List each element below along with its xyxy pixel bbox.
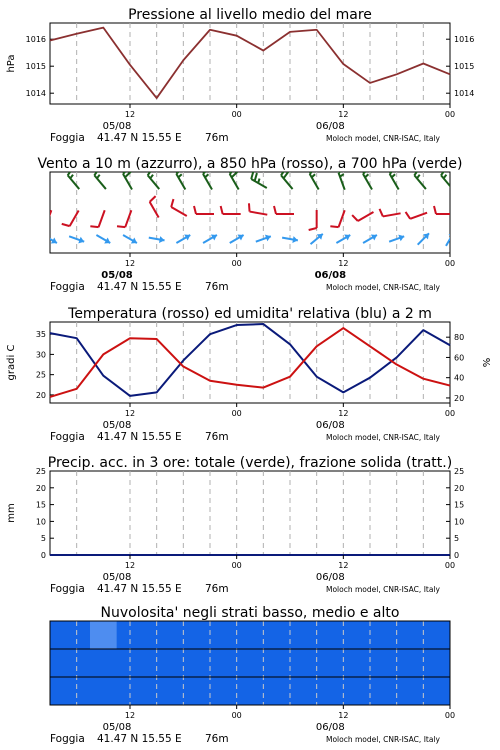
barb-feather [330, 226, 338, 227]
barb-shaft [94, 175, 106, 189]
barb-feather [194, 206, 196, 214]
date-label: 05/08 [102, 722, 132, 733]
barb-feather [221, 206, 223, 214]
barb-shaft [250, 212, 268, 215]
date-label: 06/08 [315, 722, 345, 733]
barb-feather [444, 175, 447, 179]
x-tick-label: 00 [444, 409, 456, 418]
location-elevation: 76m [205, 431, 229, 443]
barb-feather [258, 179, 259, 183]
barb-shaft [441, 175, 453, 189]
wind-barb-850hpa [171, 199, 187, 216]
panel-temperature-humidity [6, 306, 493, 443]
model-credit: Moloch model, CNR-ISAC, Italy [326, 585, 440, 594]
date-label: 06/08 [314, 270, 347, 281]
y-tick-label: 20 [35, 390, 46, 400]
cloud-cell-thin [90, 621, 117, 649]
location-coordinates: 41.47 N 15.55 E [97, 431, 182, 443]
y-tick-label: 15 [454, 500, 465, 510]
barb-feather [274, 206, 276, 214]
y-tick-label: 10 [454, 517, 465, 527]
y-tick-label: 0 [454, 551, 460, 560]
date-label: 05/08 [102, 420, 132, 431]
model-credit: Moloch model, CNR-ISAC, Italy [326, 735, 440, 744]
x-tick-label: 00 [231, 259, 242, 268]
location-coordinates: 41.47 N 15.55 E [97, 583, 182, 595]
wind-barb-850hpa [380, 209, 401, 217]
pressure-line [50, 28, 450, 98]
y-tick-label: 20 [35, 483, 46, 493]
chart-title: Precip. acc. in 3 ore: totale (verde), frazione solida (tratt.) [47, 455, 453, 471]
y-axis-label: mm [6, 503, 17, 523]
date-label: 05/08 [101, 270, 133, 281]
y-tick-label: 1015 [25, 62, 46, 72]
barb-feather [434, 206, 436, 214]
barb-feather [352, 215, 358, 221]
x-tick-label: 12 [338, 259, 349, 268]
location-elevation: 76m [205, 733, 229, 745]
barb-feather [90, 226, 98, 227]
y-tick-label: 5 [454, 534, 460, 544]
barb-shaft [358, 212, 374, 221]
date-label: 06/08 [315, 572, 345, 583]
x-tick-label: 00 [444, 259, 456, 268]
barb-feather [150, 196, 156, 202]
model-credit: Moloch model, CNR-ISAC, Italy [326, 433, 440, 442]
x-tick-label: 12 [338, 409, 349, 418]
y-tick-label: 1014 [454, 89, 475, 99]
y-tick-label: 0 [40, 551, 46, 560]
barb-feather [365, 174, 368, 177]
location-elevation: 76m [205, 281, 229, 293]
location-name: Foggia [50, 583, 85, 595]
barb-feather [417, 175, 420, 179]
x-tick-label: 12 [338, 110, 349, 119]
barb-feather [70, 175, 73, 179]
y-tick-label: 25 [454, 467, 465, 476]
wind-barb-850hpa [150, 196, 159, 217]
x-tick-label: 12 [124, 409, 136, 418]
y-axis-label: hPa [6, 54, 17, 73]
barb-feather [150, 175, 153, 179]
y-tick-label: 1016 [454, 35, 475, 45]
date-label: 05/08 [102, 121, 132, 132]
barb-feather [171, 199, 173, 207]
wind-barbs-layer [37, 168, 455, 246]
barb-shaft [383, 213, 401, 216]
barb-feather [62, 224, 70, 226]
wind-barb-850hpa [194, 206, 214, 214]
barb-feather [97, 175, 100, 179]
y-tick-label: 30 [35, 350, 46, 360]
wind-barb-850hpa [62, 211, 79, 227]
wind-barb-850hpa [221, 206, 241, 214]
barb-feather [178, 174, 181, 177]
arrow-head [448, 232, 454, 238]
y-tick-label: 5 [40, 534, 46, 544]
panel-precipitation [6, 455, 464, 595]
y-tick-label: 35 [35, 330, 46, 340]
chart-title: Nuvolosita' negli strati basso, medio e alto [100, 605, 400, 621]
barb-shaft [99, 210, 105, 227]
barb-shaft [68, 175, 80, 189]
model-credit: Moloch model, CNR-ISAC, Italy [326, 283, 440, 292]
x-tick-label: 00 [231, 561, 242, 570]
x-tick-label: 00 [231, 409, 242, 418]
location-elevation: 76m [205, 583, 229, 595]
y-axis-label: % [482, 357, 493, 368]
location-coordinates: 41.47 N 15.55 E [97, 132, 182, 144]
barb-feather [249, 203, 250, 211]
wind-barb-850hpa [406, 212, 428, 219]
wind-barb-850hpa [37, 210, 51, 227]
x-tick-label: 12 [124, 561, 136, 570]
date-label: 06/08 [315, 420, 345, 431]
x-tick-label: 00 [444, 561, 456, 570]
wind-barb-850hpa [434, 206, 454, 214]
date-label: 05/08 [102, 572, 132, 583]
x-tick-label: 12 [124, 110, 136, 119]
y-tick-label: 15 [35, 500, 46, 510]
x-tick-label: 12 [338, 711, 349, 720]
wind-barb-700hpa [251, 171, 267, 188]
y-tick-label: 60 [454, 353, 465, 363]
plot-frame [50, 23, 450, 104]
location-name: Foggia [50, 733, 85, 745]
location-name: Foggia [50, 431, 85, 443]
location-coordinates: 41.47 N 15.55 E [97, 281, 182, 293]
y-tick-label: 25 [35, 370, 46, 380]
wind-barb-850hpa [117, 210, 131, 227]
y-tick-label: 10 [35, 517, 46, 527]
barb-feather [205, 174, 208, 177]
y-tick-label: 20 [454, 483, 465, 493]
x-tick-label: 12 [124, 711, 136, 720]
wind-barb-850hpa [309, 210, 317, 230]
barb-feather [37, 226, 45, 227]
wind-arrow-10m [96, 235, 110, 244]
x-tick-label: 00 [444, 110, 456, 119]
barb-feather [392, 174, 395, 177]
barb-feather [312, 174, 315, 177]
location-name: Foggia [50, 132, 85, 144]
barb-shaft [414, 175, 426, 189]
barb-feather [309, 228, 317, 230]
location-coordinates: 41.47 N 15.55 E [97, 733, 182, 745]
barb-shaft [150, 202, 159, 218]
chart-title: Vento a 10 m (azzurro), a 850 hPa (rosso), a 700 hPa (verde) [37, 156, 463, 172]
panel-cloud-cover [50, 605, 455, 745]
barb-shaft [281, 175, 293, 189]
x-tick-label: 00 [444, 711, 456, 720]
plot-frame [50, 471, 450, 555]
barb-shaft [70, 211, 79, 227]
y-tick-label: 20 [454, 393, 465, 403]
y-tick-label: 25 [35, 467, 46, 476]
y-tick-label: 1016 [25, 35, 46, 45]
wind-barb-850hpa [249, 203, 267, 214]
x-tick-label: 12 [124, 259, 136, 268]
barb-feather [406, 212, 411, 219]
wind-barb-850hpa [274, 206, 294, 214]
model-credit: Moloch model, CNR-ISAC, Italy [326, 134, 440, 143]
wind-barb-850hpa [330, 210, 344, 227]
y-tick-label: 1014 [25, 89, 46, 99]
x-tick-label: 00 [231, 711, 242, 720]
location-name: Foggia [50, 281, 85, 293]
barb-shaft [148, 175, 160, 189]
x-tick-label: 12 [338, 561, 349, 570]
y-tick-label: 40 [454, 373, 465, 383]
panel-pressure [6, 7, 474, 144]
barb-feather [117, 226, 125, 227]
chart-title: Temperatura (rosso) ed umidita' relativa (blu) a 2 m [68, 306, 432, 322]
panel-wind [37, 156, 463, 293]
wind-barb-850hpa [90, 210, 104, 227]
x-tick-label: 00 [231, 110, 242, 119]
barb-feather [284, 172, 289, 179]
barb-shaft [410, 213, 427, 219]
y-axis-label: gradi C [6, 344, 17, 381]
barb-shaft [171, 207, 187, 216]
barb-feather [255, 173, 257, 181]
y-tick-label: 1015 [454, 62, 475, 72]
barb-feather [380, 209, 383, 217]
y-tick-label: 80 [454, 333, 465, 343]
date-label: 06/08 [315, 121, 345, 132]
chart-title: Pressione al livello medio del mare [128, 7, 372, 23]
location-elevation: 76m [205, 132, 229, 144]
